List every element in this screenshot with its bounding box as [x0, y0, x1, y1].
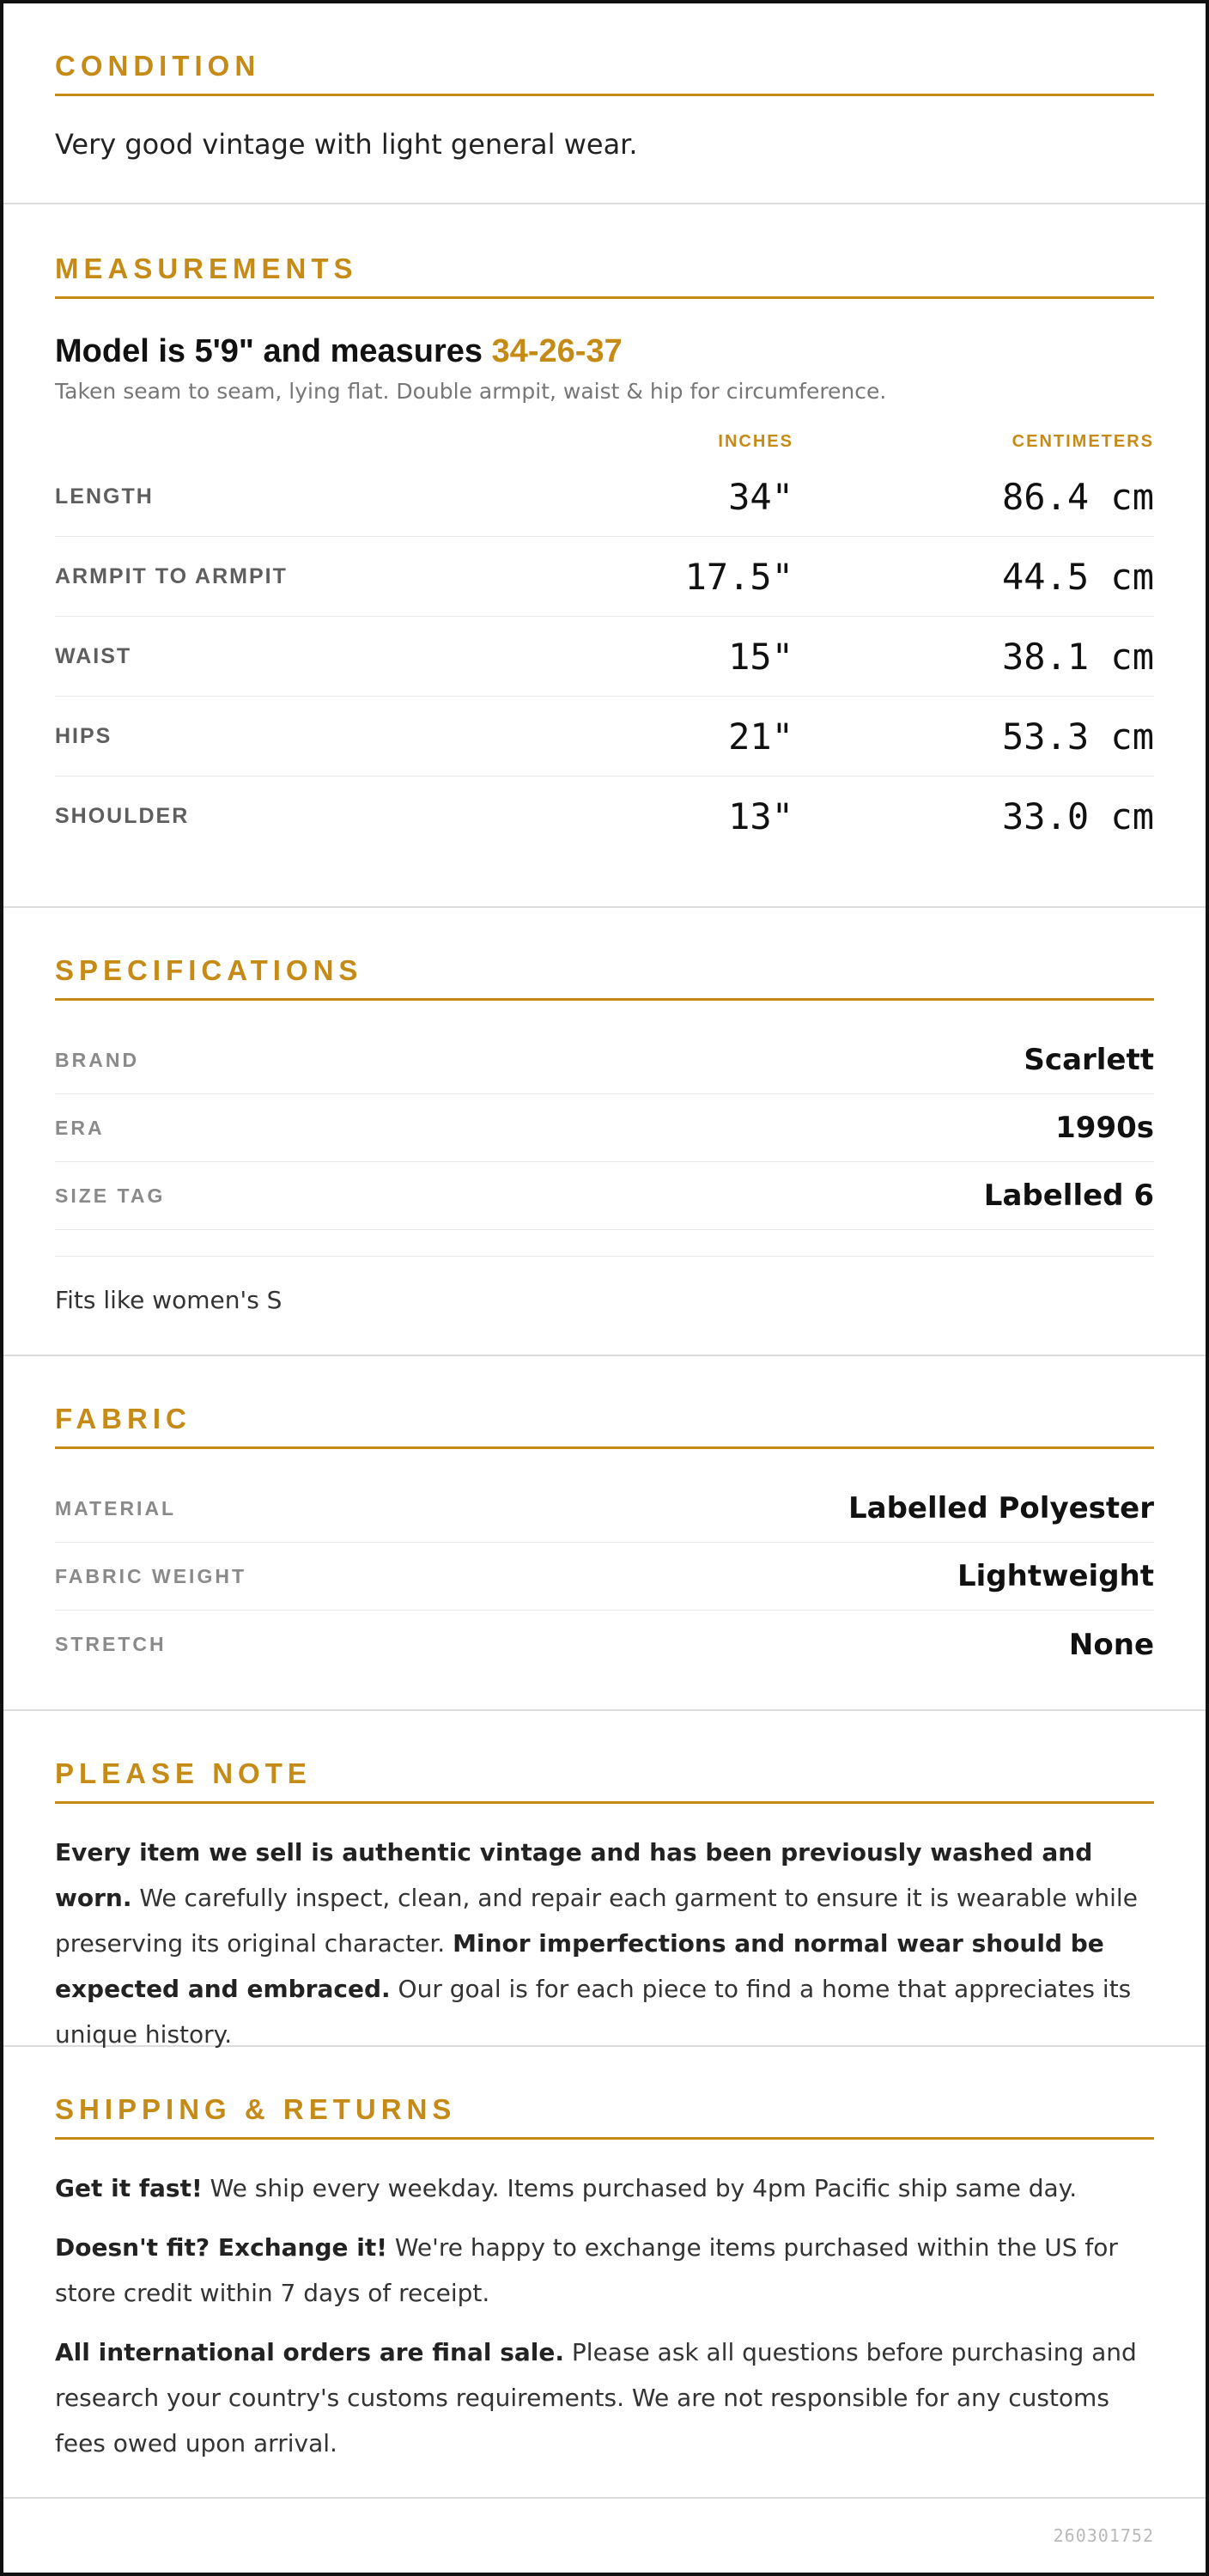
- shipping-paragraph-exchange: [55, 2225, 1154, 2316]
- fabric-label: FABRIC WEIGHT: [55, 1564, 246, 1587]
- shipping-section: [3, 2047, 1206, 2499]
- note-text-1: We carefully inspect, clean, and repair each garment to ensure it is wearable while preserving its original character.: [55, 1884, 1138, 1958]
- please-note-title: PLEASE NOTE: [55, 1757, 1154, 1804]
- fabric-section: [3, 1356, 1206, 1711]
- measurements-section: [3, 204, 1206, 908]
- measurement-inches: 17.5": [684, 555, 793, 598]
- header-inches: INCHES: [718, 431, 793, 451]
- specifications-section: [3, 908, 1206, 1356]
- fabric-row-stretch: [55, 1611, 1154, 1678]
- specifications-list: [55, 1026, 1154, 1230]
- measurement-label: SHOULDER: [55, 804, 190, 828]
- fabric-label: STRETCH: [55, 1633, 167, 1655]
- measurement-row-waist: [55, 617, 1154, 697]
- measurement-inches: 34": [728, 475, 793, 518]
- measurement-row-hips: [55, 697, 1154, 776]
- model-measures-line: [55, 332, 1154, 371]
- measurement-cm: 33.0 cm: [1001, 795, 1154, 837]
- measurement-label: ARMPIT TO ARMPIT: [55, 563, 288, 588]
- please-note-section: [3, 1711, 1206, 2047]
- spec-label: ERA: [55, 1116, 105, 1139]
- condition-text: Very good vintage with light general wear.: [55, 128, 638, 161]
- spec-label: SIZE TAG: [55, 1184, 166, 1207]
- measurement-inches: 21": [728, 715, 793, 758]
- spec-value: 1990s: [1055, 1111, 1154, 1145]
- spec-value: Scarlett: [1024, 1043, 1154, 1077]
- fabric-row-weight: [55, 1543, 1154, 1611]
- shipping-bold: Doesn't fit? Exchange it!: [55, 2233, 387, 2262]
- specifications-title: SPECIFICATIONS: [55, 953, 1154, 1001]
- model-measures-value: 34-26-37: [491, 333, 623, 369]
- spec-row-size-tag: [55, 1162, 1154, 1230]
- shipping-text: We're happy to exchange items purchased within the US for store credit within 7 days of receipt.: [55, 2233, 1118, 2307]
- spec-value: Labelled 6: [983, 1178, 1154, 1213]
- footer: [3, 2499, 1206, 2573]
- measurement-inches: 13": [728, 795, 793, 837]
- shipping-bold: Get it fast!: [55, 2174, 203, 2202]
- spec-row-brand: [55, 1026, 1154, 1094]
- fit-note: Fits like women's S: [55, 1256, 1154, 1314]
- condition-section: [3, 3, 1206, 204]
- spec-row-era: [55, 1094, 1154, 1162]
- measurement-cm: 86.4 cm: [1001, 475, 1154, 518]
- fabric-value: Lightweight: [957, 1559, 1154, 1593]
- note-bold-2: Minor imperfections and normal wear should be expected and embraced.: [55, 1929, 1104, 2003]
- fabric-row-material: [55, 1475, 1154, 1543]
- measurement-cm: 44.5 cm: [1001, 555, 1154, 598]
- measurement-row-length: [55, 457, 1154, 537]
- fabric-value: None: [1068, 1627, 1154, 1662]
- fabric-label: MATERIAL: [55, 1496, 177, 1519]
- shipping-title: SHIPPING & RETURNS: [55, 2092, 1154, 2140]
- measurements-title: MEASUREMENTS: [55, 252, 1154, 299]
- measurement-label: LENGTH: [55, 484, 154, 509]
- measurement-label: WAIST: [55, 643, 132, 668]
- condition-title: CONDITION: [55, 49, 1154, 96]
- measurement-note: Taken seam to seam, lying flat. Double armpit, waist & hip for circumference.: [55, 379, 887, 404]
- measurement-row-shoulder: [55, 776, 1154, 856]
- shipping-bold: All international orders are final sale.: [55, 2338, 565, 2366]
- note-text-2: Our goal is for each piece to find a home that appreciates its unique history.: [55, 1975, 1132, 2049]
- measurement-row-armpit: [55, 537, 1154, 617]
- shipping-text: We ship every weekday. Items purchased by 4pm Pacific ship same day.: [202, 2174, 1078, 2202]
- fabric-list: [55, 1475, 1154, 1678]
- shipping-paragraph-international: [55, 2329, 1154, 2466]
- measurement-table-header: [55, 429, 1154, 454]
- measurement-cm: 53.3 cm: [1001, 715, 1154, 758]
- measurement-label: HIPS: [55, 723, 112, 748]
- fabric-title: FABRIC: [55, 1402, 1154, 1449]
- spec-label: BRAND: [55, 1048, 140, 1071]
- measurement-inches: 15": [728, 635, 793, 678]
- shipping-text: Please ask all questions before purchasing and research your country's customs requirements. We are not responsible for any customs fees owed upon arrival.: [55, 2338, 1137, 2457]
- note-bold-1: Every item we sell is authentic vintage and has been previously washed and worn.: [55, 1838, 1093, 1912]
- please-note-text: [55, 1830, 1154, 2057]
- header-centimeters: CENTIMETERS: [1012, 431, 1154, 451]
- measurement-cm: 38.1 cm: [1001, 635, 1154, 678]
- item-code: 260301752: [1053, 2525, 1154, 2546]
- model-prefix: Model is 5'9" and measures: [55, 333, 492, 369]
- shipping-paragraph-fast: [55, 2165, 1154, 2211]
- fabric-value: Labelled Polyester: [848, 1491, 1154, 1526]
- measurement-table: [55, 457, 1154, 856]
